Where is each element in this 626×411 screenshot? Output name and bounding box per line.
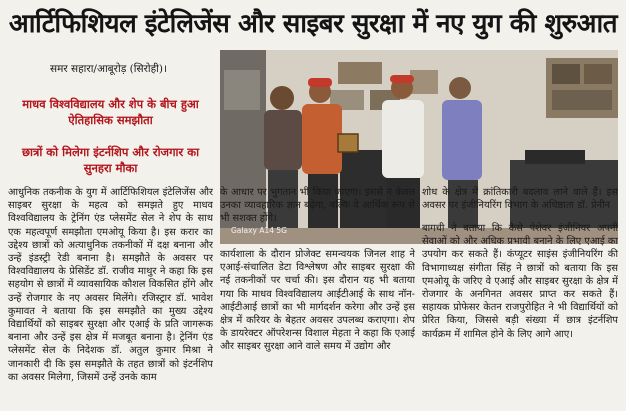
dateline: समर सहारा/आबूरोड़ (सिरोही)। — [50, 63, 167, 75]
article-column-2-top: के आधार पर भुगतान भी किया जाएगा। इससे न केवल उनका व्यावहारिक ज्ञान बढ़ेगा, बल्कि वे आर्थिक रूप से भी सशक्त होंगे। — [220, 187, 415, 225]
headline: आर्टिफिशियल इंटेलिजेंस और साइबर सुरक्षा में नए युग की शुरुआत — [8, 9, 618, 39]
article-body — [8, 186, 618, 408]
photo-watermark: Galaxy A14 5G — [231, 226, 287, 235]
article-column-3-top: शोध के क्षेत्र में क्रांतिकारी बदलाव लाने वाले हैं। इस अवसर पर इंजीनियरिंग विभाग के अधिष्ठाता डॉ. प्रेनीन — [422, 187, 618, 212]
subheading-internship: छात्रों को मिलेगा इंटर्नशिप और रोजगार का सुनहरा मौका — [21, 145, 200, 175]
article-column-2: कार्यशाला के दौरान प्रोजेक्ट समन्वयक जिनल शाह ने एआई-संचालित डेटा विश्लेषण और साइबर सुरक्षा की नई तकनीकों पर चर्चा की। इस दौरान यह भी बताया गया कि माधव विश्वविद्यालय आईटीआई के साथ नॉन-आईटीआई छात्रों का भी मार्गदर्शन करेगा और उन्हें इस क्षेत्र में करियर के बेहतर अवसर उपलब्ध कराएगा। शेप के डायरेक्टर ऑपरेशन्स विशाल मेहता ने कहा कि एआई और साइबर सुरक्षा आने वाले समय में उद्योग और — [220, 249, 415, 353]
subheading-mou: माधव विश्वविद्यालय और शेप के बीच हुआ ऐतिहासिक समझौता — [22, 97, 199, 127]
article-column-1: आधुनिक तकनीक के युग में आर्टिफिशियल इंटेलिजेंस और साइबर सुरक्षा के महत्व को समझते हुए माधव विश्वविद्यालय के ट्रेनिंग एंड प्लेसमेंट सेल ने शेप के साथ एक महत्वपूर्ण समझौता एमओयू किया है। इस करार का उद्देश्य छात्रों को अत्याधुनिक तकनीकों में दक्ष बनाना और उन्हें इंडस्ट्री रेडी बनाना है। समझौते के अवसर पर विश्वविद्यालय के प्रेसिडेंट डॉ. राजीव माथुर ने कहा कि इस सहयोग से छात्रों में व्यावसायिक कौशल विकसित होंगे और उन्हें रोजगार के नए अवसर मिलेंगे। रजिस्ट्रार डॉ. भावेश कुमावत ने बताया कि इस समझौते का मुख्य उद्देश्य विद्यार्थियों को साइबर सुरक्षा और एआई के प्रति जागरूक बनाना और उन्हें इस क्षेत्र में मजबूत बनाना है। ट्रेनिंग एंड प्लेसमेंट सेल के निदेशक डॉ. अतुल कुमार मिश्रा ने जानकारी दी कि इस समझौते के तहत छात्रों को इंटर्नशिप का अवसर मिलेगा, जिसमें उन्हें उनके काम — [8, 187, 213, 383]
article-column-3: बागची ने बताया कि कैसे पेशेवर इंजीनियर अपनी सेवाओं को और अधिक प्रभावी बनाने के लिए एआई का उपयोग कर सकते हैं। कंप्यूटर साइंस इंजीनियरिंग की विभागाध्यक्ष संगीता सिंह ने छात्रों को बताया कि इस एमओयू के जरिए वे एआई और साइबर सुरक्षा के क्षेत्र में रोजगार के अनगिनत अवसर प्राप्त कर सकते हैं। सहायक प्रोफेसर केतन राजपुरोहित ने भी विद्यार्थियों को प्रेरित किया, जिससे बड़ी संख्या में छात्र इंटर्नशिप कार्यक्रम में शामिल होने के लिए आगे आए। — [422, 223, 618, 340]
intro-block — [8, 50, 213, 185]
